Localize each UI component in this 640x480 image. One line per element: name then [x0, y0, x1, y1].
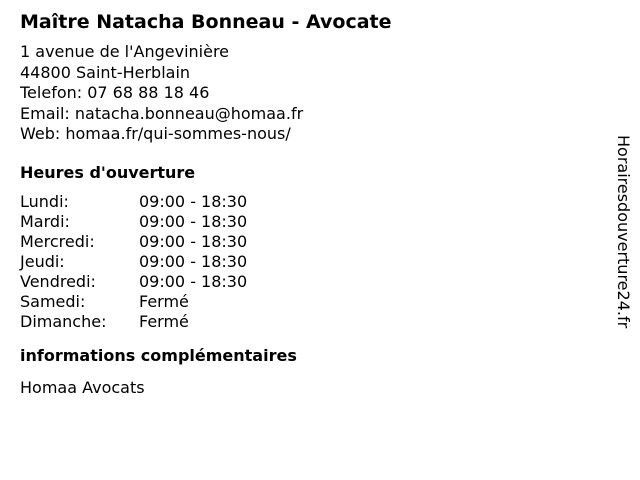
- day-label: Dimanche:: [20, 311, 107, 331]
- opening-hours-heading: Heures d'ouverture: [20, 162, 196, 182]
- hours-row-monday: [20, 192, 600, 212]
- hours-row-wednesday: [20, 232, 600, 252]
- hours-row-friday: [20, 272, 600, 292]
- address-line-2: 44800 Saint-Herblain: [20, 62, 191, 82]
- hours-row-thursday: [20, 252, 600, 272]
- hours-row-saturday: [20, 292, 600, 312]
- day-label: Mercredi:: [20, 231, 95, 251]
- web-text: Web: homaa.fr/qui-sommes-nous/: [20, 124, 291, 143]
- phone-text: Telefon: 07 68 88 18 46: [20, 83, 210, 102]
- day-label: Lundi:: [20, 191, 69, 211]
- hours-value: 09:00 - 18:30: [139, 231, 248, 251]
- contact-block: [20, 42, 600, 145]
- opening-hours-list: [20, 192, 600, 332]
- hours-value: 09:00 - 18:30: [139, 191, 248, 211]
- hours-value: Fermé: [139, 311, 189, 331]
- day-label: Jeudi:: [20, 251, 65, 271]
- hours-value: 09:00 - 18:30: [139, 211, 248, 231]
- address-line-1: 1 avenue de l'Angevinière: [20, 42, 230, 61]
- site-watermark: Horairesdouverture24.fr: [614, 135, 633, 329]
- hours-row-tuesday: [20, 212, 600, 232]
- additional-info-heading: informations complémentaires: [20, 345, 297, 365]
- business-name: Maître Natacha Bonneau - Avocate: [20, 11, 392, 33]
- hours-value: 09:00 - 18:30: [139, 251, 248, 271]
- day-label: Vendredi:: [20, 271, 96, 291]
- business-card: [20, 10, 600, 398]
- email-text: Email: natacha.bonneau@homaa.fr: [20, 103, 304, 123]
- day-label: Samedi:: [20, 291, 86, 311]
- additional-info-text: Homaa Avocats: [20, 377, 145, 397]
- hours-row-sunday: [20, 312, 600, 332]
- hours-value: Fermé: [139, 291, 189, 311]
- hours-value: 09:00 - 18:30: [139, 271, 248, 291]
- day-label: Mardi:: [20, 211, 70, 231]
